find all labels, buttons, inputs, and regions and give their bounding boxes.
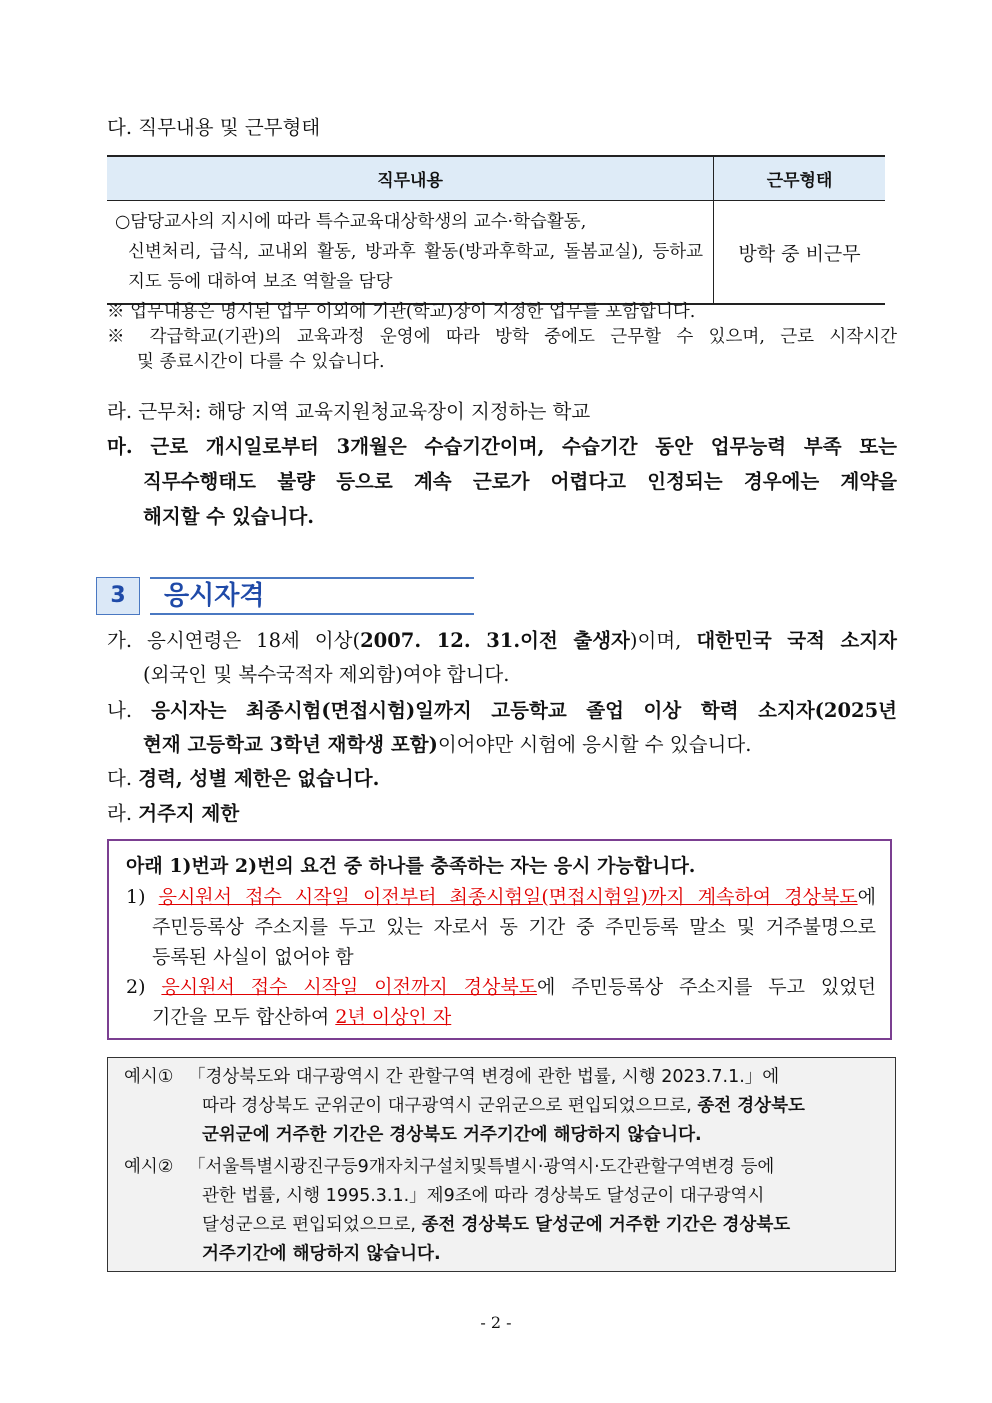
residence-box <box>107 839 892 1040</box>
note-1: ※ 업무내용은 명시된 업무 이외에 기관(학교)장이 지정한 업무를 포함합니다. <box>107 302 696 322</box>
duty-col-type: 근무형태 <box>714 156 885 201</box>
qual-c-text: 경력, 성별 제한은 없습니다. <box>138 767 380 790</box>
page-number: - 2 - <box>480 1313 512 1332</box>
example-1-line-2 <box>202 1092 805 1121</box>
qual-a-prefix: 가. 응시연령은 18세 이상( <box>107 629 361 652</box>
residence-item-1-line-1 <box>126 882 876 912</box>
note-2-line-2: 및 종료시간이 다를 수 있습니다. <box>137 352 385 372</box>
qual-b-education: 응시자는 최종시험(면접시험)일까지 고등학교 졸업 이상 학력 소지자(2025년 <box>151 699 897 722</box>
duty-content-line: 지도 등에 대하여 보조 역할을 담당 <box>128 272 393 292</box>
residence-item-1-line-2: 주민등록상 주소지를 두고 있는 자로서 동 기간 중 주민등록 말소 및 거주불명으로 <box>152 916 876 938</box>
example-2-line-3-text: 달성군으로 편입되었으므로, <box>202 1215 422 1235</box>
duty-content-cell <box>107 201 714 305</box>
qual-b-student: 현재 고등학교 3학년 재학생 포함) <box>143 733 438 756</box>
probation-line-2: 직무수행태도 불량 등으로 계속 근로가 어렵다고 인정되는 경우에는 계약을 <box>143 470 897 493</box>
qual-c-line <box>107 765 379 793</box>
example-1-line-2-text: 따라 경상북도 군위군이 대구광역시 군위군으로 편입되었으므로, <box>202 1096 698 1116</box>
residence-item-1-after: 에 <box>857 886 876 908</box>
example-2-line-3 <box>202 1211 790 1240</box>
duty-table-row <box>107 201 885 305</box>
section-title: 응시자격 <box>150 577 474 615</box>
example-1-label: 예시① <box>124 1067 174 1087</box>
example-1-line-1: 「경상북도와 대구광역시 간 관할구역 변경에 관한 법률, 시행 2023.7.1.」에 <box>188 1067 780 1087</box>
duty-col-content: 직무내용 <box>107 156 714 201</box>
example-2-line-3-bold: 종전 경상북도 달성군에 거주한 기간은 경상북도 <box>421 1215 791 1235</box>
residence-item-1-highlight: 응시원서 접수 시작일 이전부터 최종시험일(면접시험일)까지 계속하여 경상북도 <box>158 886 858 908</box>
residence-item-2-line-2 <box>152 1002 451 1032</box>
residence-item-2-num: 2) <box>126 976 162 998</box>
residence-intro: 아래 1)번과 2)번의 요건 중 하나를 충족하는 자는 응시 가능합니다. <box>126 855 696 877</box>
duty-type-cell: 방학 중 비근무 <box>714 201 885 305</box>
residence-item-2-highlight: 응시원서 접수 시작일 이전까지 경상북도 <box>161 976 538 998</box>
qual-b-line-1 <box>107 697 897 725</box>
qual-a-nationality: 대한민국 국적 소지자 <box>696 629 897 652</box>
example-2-line-1: 「서울특별시광진구등9개자치구설치및특별시·광역시·도간관할구역변경 등에 <box>188 1157 775 1177</box>
duty-table <box>107 155 885 305</box>
duty-heading: 다. 직무내용 및 근무형태 <box>107 116 321 139</box>
qual-a-birthdate: 2007. 12. 31.이전 출생자 <box>360 629 630 652</box>
residence-item-2-duration: 2년 이상인 자 <box>335 1006 452 1028</box>
example-2-line-2: 관한 법률, 시행 1995.3.1.」제9조에 따라 경상북도 달성군이 대구광역시 <box>202 1186 765 1206</box>
duty-table-header-row <box>107 156 885 201</box>
duty-content-line: 신변처리, 급식, 교내외 활동, 방과후 활동(방과후학교, 돌봄교실), 등하교 <box>128 242 704 262</box>
qual-d-line <box>107 800 239 828</box>
qual-c-prefix: 다. <box>107 767 139 790</box>
example-2-label: 예시② <box>124 1157 174 1177</box>
residence-item-1-line-3: 등록된 사실이 없어야 함 <box>152 946 354 968</box>
section-number: 3 <box>96 577 140 615</box>
qual-a-mid: )이며, <box>629 629 697 652</box>
note-2-line-1: ※ 각급학교(기관)의 교육과정 운영에 따라 방학 중에도 근무할 수 있으며, 근로 시작시간 <box>107 327 897 347</box>
qual-a-line-1 <box>107 627 897 655</box>
workplace-line: 라. 근무처: 해당 지역 교육지원청교육장이 지정하는 학교 <box>107 400 591 423</box>
qual-d-text: 거주지 제한 <box>138 802 240 825</box>
residence-item-1-num: 1) <box>126 886 159 908</box>
probation-line-1: 마. 근로 개시일로부터 3개월은 수습기간이며, 수습기간 동안 업무능력 부족 또는 <box>107 435 897 458</box>
qual-d-prefix: 라. <box>107 802 139 825</box>
qual-b-line-2 <box>143 731 751 759</box>
residence-item-2-after: 에 주민등록상 주소지를 두고 있었던 <box>537 976 876 998</box>
duty-content-line: ○담당교사의 지시에 따라 특수교육대상학생의 교수·학습활동, <box>115 212 587 232</box>
probation-line-3: 해지할 수 있습니다. <box>143 505 315 528</box>
residence-item-2-pre: 기간을 모두 합산하여 <box>152 1006 336 1028</box>
example-box <box>107 1057 896 1272</box>
qual-b-rest: 이어야만 시험에 응시할 수 있습니다. <box>437 733 752 756</box>
qual-b-prefix: 나. <box>107 699 152 722</box>
example-1-line-3: 군위군에 거주한 기간은 경상북도 거주기간에 해당하지 않습니다. <box>202 1125 702 1145</box>
residence-item-2-line-1 <box>126 972 876 1002</box>
example-1-line-2-bold: 종전 경상북도 <box>697 1096 805 1116</box>
qual-a-line-2: (외국인 및 복수국적자 제외함)여야 합니다. <box>143 663 510 686</box>
example-2-line-4: 거주기간에 해당하지 않습니다. <box>202 1244 441 1264</box>
